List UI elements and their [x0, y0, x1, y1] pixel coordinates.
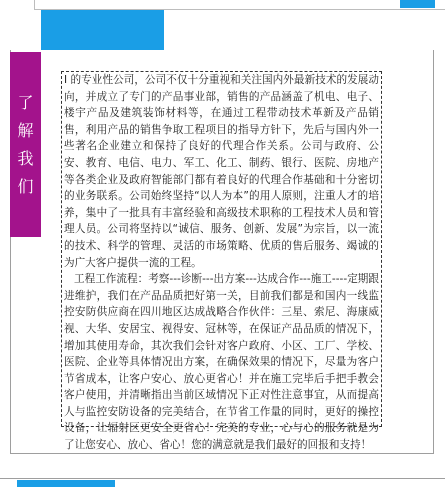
top-accent-bar — [400, 0, 435, 8]
side-tab-char: 了 — [17, 92, 34, 112]
side-tab-char: 解 — [17, 120, 34, 140]
footer-accent-bar — [17, 480, 115, 487]
company-description — [61, 71, 382, 452]
footer-divider — [0, 478, 445, 479]
side-tab-char: 我 — [17, 148, 34, 168]
description-paragraph: I 的专业性公司，公司不仅十分重视和关注国内外最新技术的发展动向，并成立了专门的产品事业部，销售的产品涵盖了机电、电子、楼宇产品及建筑装饰材料等，在通过工程带动技术革新及产品销售，利用产品的销售争取工程项目的指导方针下，先后与国内外一些著名企业建立和保持了良好的代理合作关系。公司与政府、公安、教育、电信、电力、军工、化工、制药、银行、医院、房地产等各类企业及政府智能部门都有着良好的代理合作基础和十分密切的业务联系。公司始终坚持“以人为本”的用人原则，注重人才的培养，集中了一批具有丰富经验和高级技术职称的工程技术人员和管理人员。公司将坚持以“诚信、服务、创新、发展”为宗旨，以一流的技术、科学的管理、灵活的市场策略、优质的售后服务、竭诚的为广大客户提供一流的工程。 — [64, 74, 379, 269]
side-tab-char: 们 — [17, 176, 34, 196]
workflow-paragraph: 工程工作流程：考察---诊断---出方案---达成合作---施工----定期跟进维护，我们在产品品质把好第一关，目前我们都是和国内一线监控安防供应商在四川地区达成战略合作伙伴：三星、索尼、海康威视、大华、安居宝、视得安、冠林等，在保证产品品质的情况下，增加其使用寿命，其次我们会针对客户政府、小区、工厂、学校、医院、企业等具体情况出方案，在确保效果的情况下，尽量为客户节省成本，让客户安心、放心更省心！并在施工完毕后手把手教会客户使用，并清晰指出当前区域情况下正对性注意事宜，从而提高人与监控安防设备的完美结合，在节省工作量的同时，更好的操控设备，让辐射区更安全更省心！完美的专业，心与心的服务就是为了让您安心、放心、省心！您的满意就是我们最好的回报和支持！ — [64, 273, 379, 452]
header-tab-block[interactable] — [41, 10, 164, 50]
side-tab-about-us[interactable] — [10, 52, 41, 237]
